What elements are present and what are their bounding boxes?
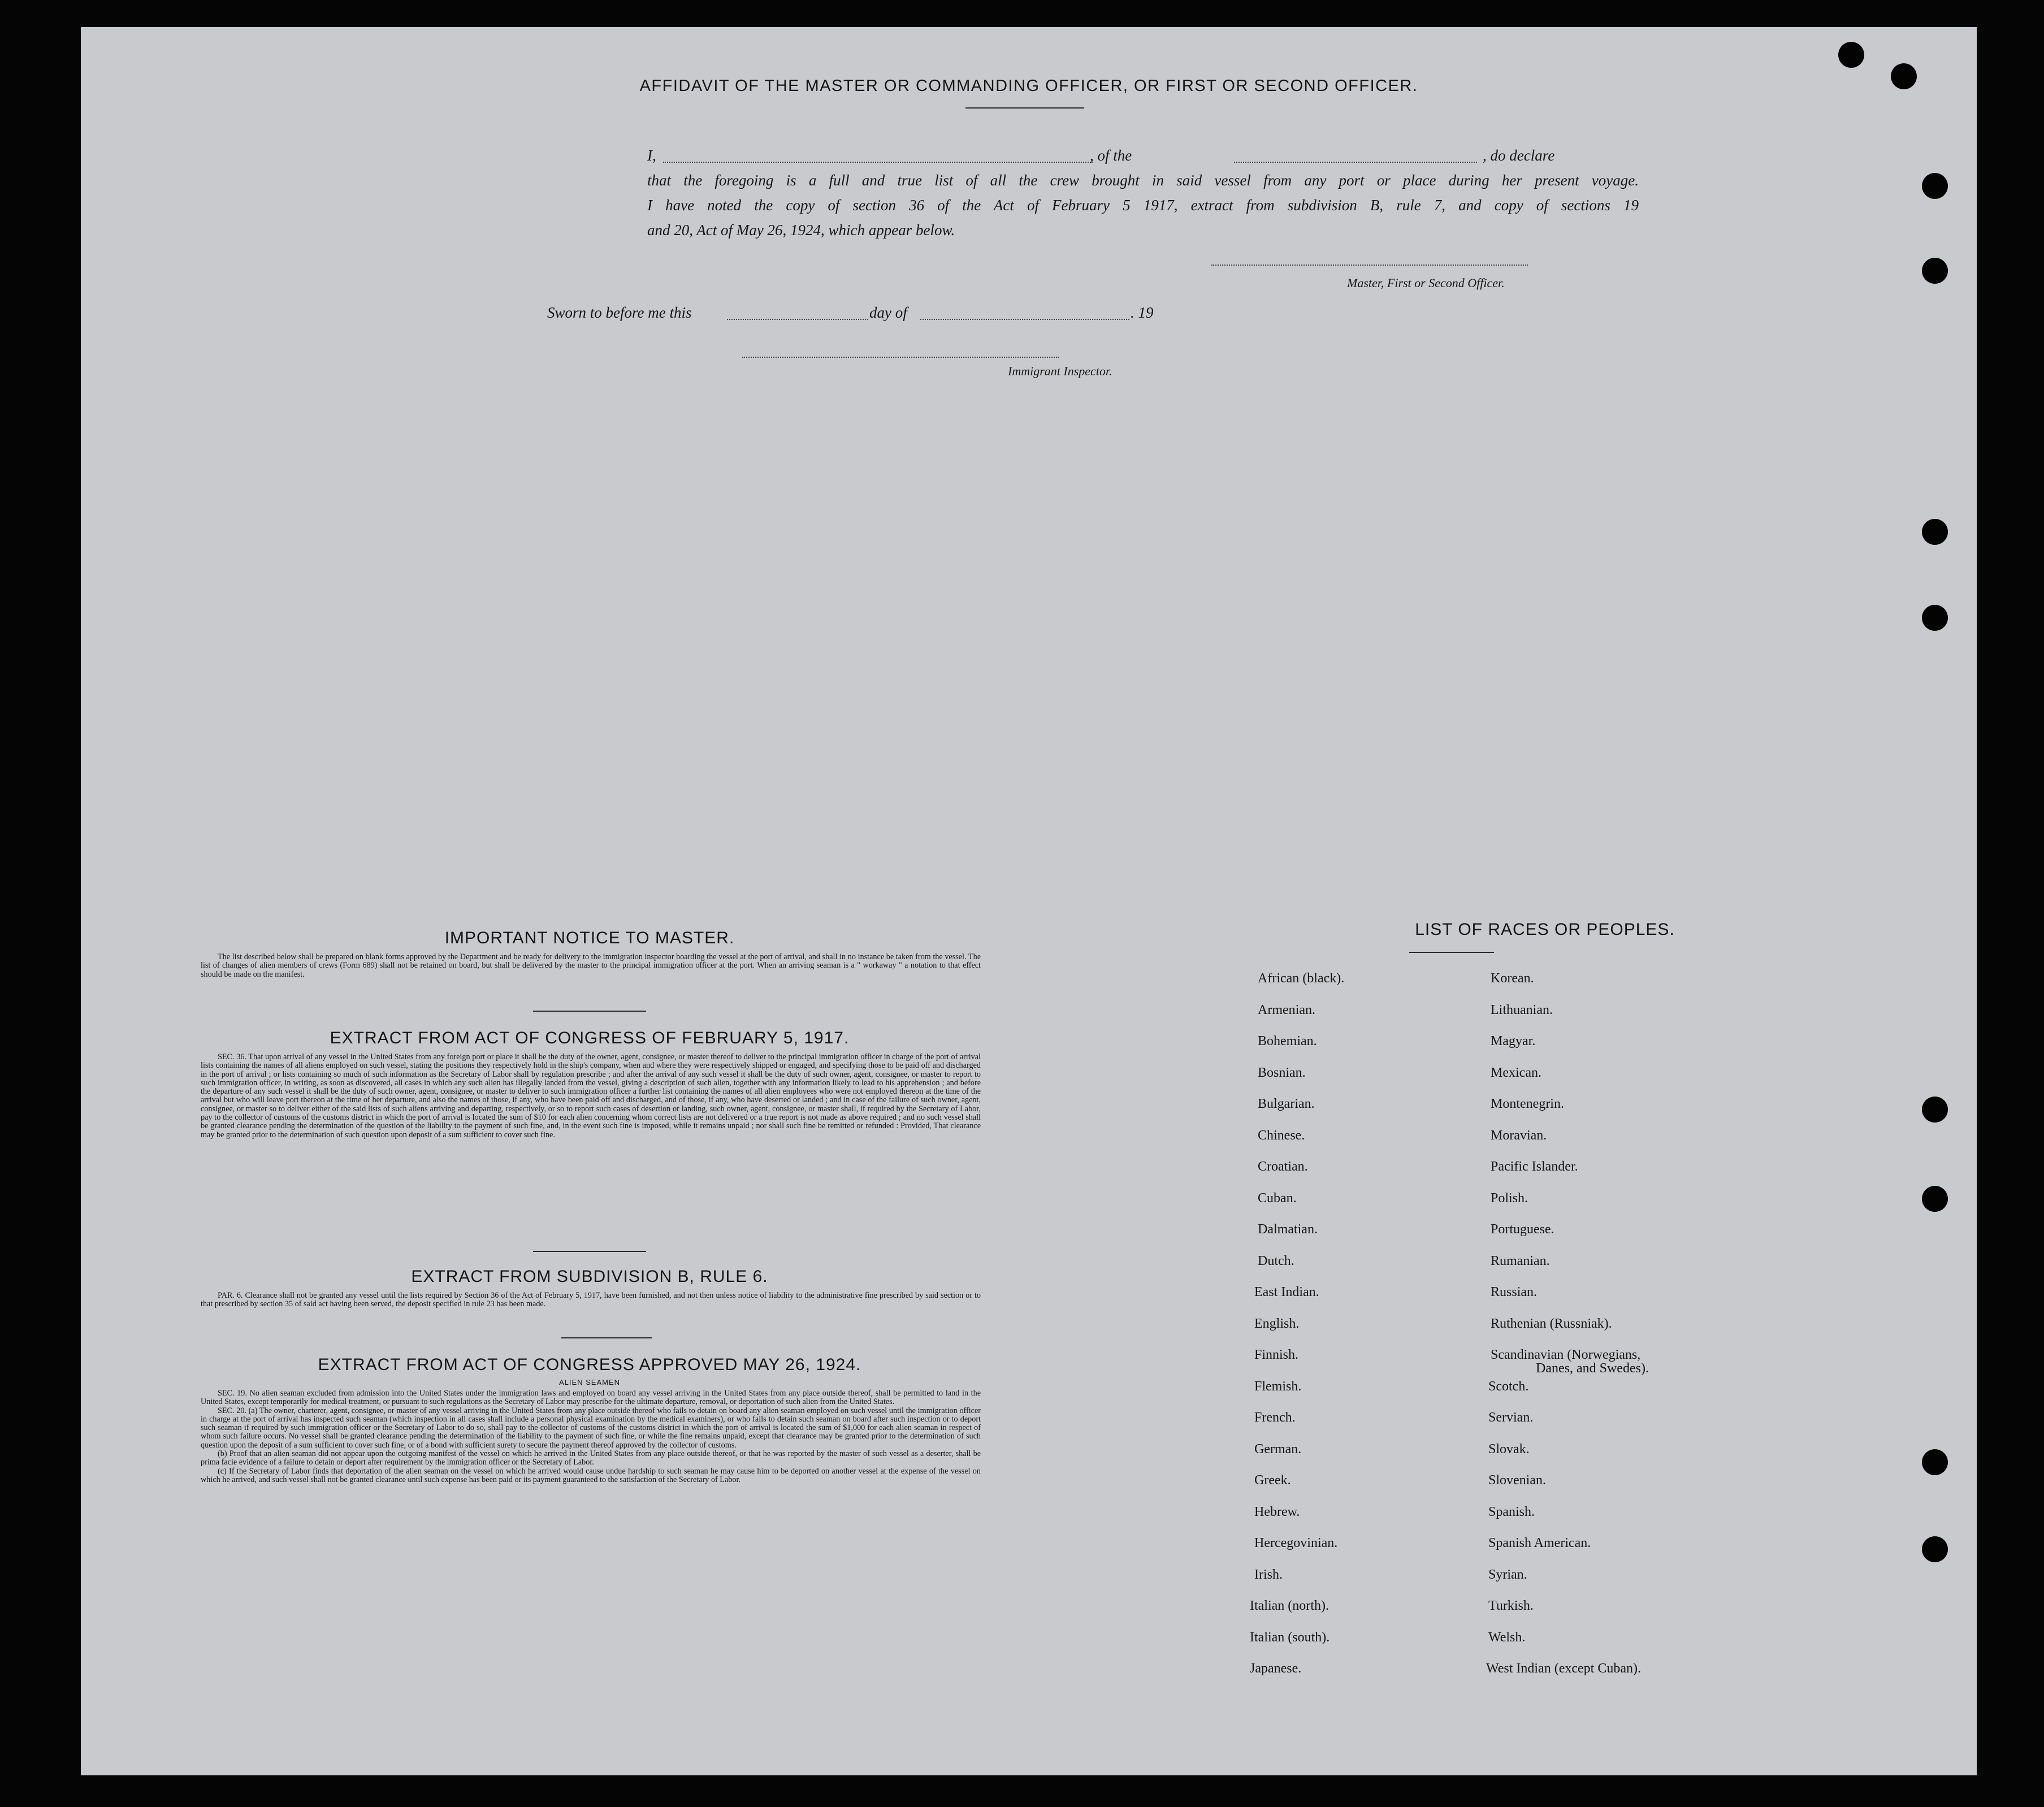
races-right-column [1471, 971, 1788, 1700]
race-item: Pacific Islander. [1491, 1159, 1578, 1174]
race-item: Russian. [1491, 1285, 1538, 1299]
notice-heading: IMPORTANT NOTICE TO MASTER. [444, 929, 735, 947]
race-item: Italian (north). [1250, 1598, 1329, 1613]
race-item: Slovak. [1488, 1441, 1530, 1457]
punch-hole [1922, 1186, 1948, 1212]
section-19-text: SEC. 19. No alien seaman excluded from admission into the United States under the immigration laws and employed on board any vessel arriving in the United States from any place outside thereof, shall be permitted to land in the United States, except temporarily for medical treatment, or pursuant to such regulations as the Secretary of Labor may prescribe for the ultimate departure, removal, or deportation of such alien from the United States. [201, 1389, 981, 1407]
race-item: Dalmatian. [1258, 1222, 1318, 1237]
race-item: Croatian. [1258, 1159, 1308, 1174]
signature-caption: Master, First or Second Officer. [1347, 276, 1505, 290]
vessel-blank[interactable] [1234, 148, 1477, 163]
race-item: East Indian. [1254, 1285, 1319, 1299]
race-item: Irish. [1254, 1567, 1283, 1582]
sworn-day-blank[interactable] [727, 305, 868, 320]
divider [1409, 952, 1494, 953]
race-item: Scotch. [1488, 1379, 1529, 1394]
race-item: French. [1254, 1410, 1296, 1425]
sworn-year-label: . 19 [1131, 304, 1154, 321]
race-item: Scandinavian (Norwegians, [1491, 1347, 1641, 1362]
divider [533, 1251, 646, 1252]
punch-hole [1922, 173, 1948, 199]
race-item: Polish. [1491, 1190, 1528, 1206]
punch-hole [1922, 605, 1948, 631]
extract-1917-body [201, 1053, 981, 1139]
extract-1924-heading: EXTRACT FROM ACT OF CONGRESS APPROVED MAY 26, 1924. [318, 1355, 861, 1374]
race-item: Montenegrin. [1491, 1097, 1564, 1111]
race-item: Bosnian. [1258, 1065, 1306, 1080]
race-item: Spanish. [1488, 1504, 1535, 1519]
divider [561, 1337, 652, 1338]
extract-rule6-heading: EXTRACT FROM SUBDIVISION B, RULE 6. [411, 1267, 768, 1286]
section-20a-text: SEC. 20. (a) The owner, charterer, agent, consignee, or master of any vessel arriving in the United States from any place outside thereof who fails to detain on board any alien seaman employed on such vessel until the immigration officer in charge at the port of arrival has inspected such seaman (which inspection in all cases shall include a personal physical examination by the medical examiners), or who fails to detain such seaman on board after such inspection or to deport such seaman if required by such immigration officer or the Secretary of Labor to do so, shall pay to the collector of customs of the customs district in which the port of arrival is located the sum of $1,000 for each alien seaman in respect of whom such failure occurs. No vessel shall be granted clearance pending the determination of the liability to the payment of such fine, or while the fine remains unpaid, except that clearance may be granted prior to the determination of such question upon the deposit of a sum sufficient to cover such fine, or of a bond with sufficient surety to secure the payment thereof approved by the collector of customs. [201, 1406, 981, 1450]
affidavit-line4: and 20, Act of May 26, 1924, which appear below. [647, 222, 955, 239]
race-item: Lithuanian. [1491, 1002, 1553, 1017]
race-item: Japanese. [1250, 1661, 1302, 1676]
sworn-month-blank[interactable] [920, 305, 1129, 320]
race-item: Moravian. [1491, 1128, 1547, 1143]
race-item: Ruthenian (Russniak). [1491, 1316, 1612, 1331]
race-item: Portuguese. [1491, 1222, 1554, 1237]
notice-paragraph: The list described below shall be prepared on blank forms approved by the Department and be ready for delivery to the immigration inspector boarding the vessel at the port of arrival, and shall in no instance be taken from the vessel. The list of changes of alien members of crews (Form 689) shall not be retained on board, but shall be delivered by the master to the principal immigration officer at the port. When an arriving seaman is a " workaway " a notation to that effect should be made on the manifest. [201, 952, 981, 979]
race-item: Rumanian. [1491, 1253, 1550, 1268]
races-heading: LIST OF RACES OR PEOPLES. [1415, 920, 1675, 939]
i-label: I, [647, 147, 656, 164]
signature-line[interactable] [1211, 253, 1528, 266]
race-item: Italian (south). [1250, 1630, 1330, 1645]
race-item-continuation: Danes, and Swedes). [1536, 1361, 1649, 1376]
race-item: German. [1254, 1441, 1302, 1457]
notice-body [201, 953, 981, 979]
race-item: Hercegovinian. [1254, 1536, 1338, 1550]
race-item: West Indian (except Cuban). [1486, 1661, 1641, 1676]
punch-hole [1838, 42, 1864, 68]
race-item: Flemish. [1254, 1379, 1302, 1394]
extract-1924-body [201, 1389, 981, 1484]
title-underline [965, 107, 1084, 109]
race-item: Magyar. [1491, 1034, 1536, 1048]
punch-hole [1922, 1449, 1948, 1475]
race-item: Hebrew. [1254, 1504, 1300, 1519]
race-item: Welsh. [1488, 1630, 1526, 1645]
affidavit-line2: that the foregoing is a full and true list of all the crew brought in said vessel from any port or place during her present voyage. [647, 172, 1639, 189]
inspector-signature-line[interactable] [742, 346, 1059, 358]
punch-hole [1922, 519, 1948, 545]
punch-hole [1922, 1536, 1948, 1562]
race-item: Turkish. [1488, 1598, 1534, 1613]
punch-hole [1891, 63, 1917, 89]
race-item: African (black). [1258, 971, 1345, 986]
affidavit-line3: I have noted the copy of section 36 of the Act of February 5 1917, extract from subdivision B, rule 7, and copy of sections 19 [647, 197, 1639, 214]
race-item: Finnish. [1254, 1347, 1299, 1362]
do-declare-label: , do declare [1483, 147, 1555, 164]
race-item: Dutch. [1258, 1253, 1294, 1268]
alien-seamen-subheading: ALIEN SEAMEN [558, 1378, 621, 1386]
section-36-text: SEC. 36. That upon arrival of any vessel in the United States from any foreign port or place it shall be the duty of the owner, agent, consignee, or master thereof to deliver to the principal immigration officer in charge of the port of arrival lists containing the names of all aliens employed on such vessel, stating the positions they respectively hold in the ship's company, when and where they were respectively shipped or engaged, and specifying those to be paid off and discharged in the port of arrival ; or lists containing so much of such information as the Secretary of Labor shall by regulation prescribe ; and after the arrival of any such vessel it shall be the duty of such owner, agent, consignee, or master to report to such immigration officer, in writing, as soon as discovered, all cases in which any such alien has illegally landed from the vessel, giving a description of such alien, together with any information likely to lead to his apprehension ; and before the departure of any such vessel it shall be the duty of such owner, agent, consignee, or master to deliver to such immigration officer a further list containing the names of all alien employees who were not employed thereon at the time of the arrival but who will leave port thereon at the time of her departure, and also the names of those, if any, who have been paid off and discharged, and of those, if any, who have deserted or landed ; and in case of the failure of such owner, agent, consignee, or master so to deliver either of the said lists of such aliens arriving and departing, respectively, or so to report such cases of desertion or landing, such owner, agent, consignee, or master shall, if required by the Secretary of Labor, pay to the collector of customs of the customs district in which the port of arrival is located the sum of $10 for each alien concerning whom correct lists are not delivered or a true report is not made as above required ; and no such vessel shall be granted clearance pending the determination of the question of the liability to the payment of such fine, and, in the event such fine is imposed, while it remains unpaid ; nor shall such fine be remitted or refunded : Provided, That clearance may be granted prior to the determination of such question upon deposit of a sum sufficient to cover such fine. [201, 1052, 981, 1139]
race-item: Korean. [1491, 971, 1534, 986]
race-item: Syrian. [1488, 1567, 1527, 1582]
extract-1917-heading: EXTRACT FROM ACT OF CONGRESS OF FEBRUARY 5, 1917. [330, 1029, 850, 1047]
name-blank[interactable] [663, 148, 1093, 163]
paragraph-6-text: PAR. 6. Clearance shall not be granted any vessel until the lists required by Section 36 of the Act of February 5, 1917, have been furnished, and not then unless notice of liability to the administrative fine prescribed by said section or to that prescribed by section 35 of said act having been served, the deposit specified in rule 23 has been made. [201, 1291, 981, 1309]
race-item: Mexican. [1491, 1065, 1541, 1080]
inspector-caption: Immigrant Inspector. [1008, 364, 1112, 378]
race-item: Chinese. [1258, 1128, 1305, 1143]
race-item: Armenian. [1258, 1002, 1315, 1017]
race-item: Bohemian. [1258, 1034, 1317, 1048]
punch-hole [1922, 258, 1948, 284]
punch-hole [1922, 1097, 1948, 1123]
sworn-prefix: Sworn to before me this [547, 304, 692, 321]
of-the-label: , of the [1090, 147, 1132, 164]
races-left-column [1245, 971, 1460, 1700]
race-item: Spanish American. [1488, 1536, 1591, 1550]
document-page [81, 27, 1977, 1775]
race-item: Slovenian. [1488, 1473, 1546, 1488]
extract-rule6-body [201, 1292, 981, 1309]
race-item: Servian. [1488, 1410, 1534, 1425]
affidavit-line1 [567, 147, 1641, 170]
divider [533, 1011, 646, 1012]
race-item: Bulgarian. [1258, 1097, 1315, 1111]
race-item: Cuban. [1258, 1190, 1297, 1206]
section-20c-text: (c) If the Secretary of Labor finds that deportation of the alien seaman on the vessel on which he arrived would cause undue hardship to such seaman he may cause him to be deported on another vessel at the expense of the vessel on which he arrived, and such vessel shall not be granted clearance until such expense has been paid or its payment guaranteed to the satisfaction of the Secretary of Labor. [201, 1466, 981, 1484]
section-20b-text: (b) Proof that an alien seaman did not appear upon the outgoing manifest of the vessel on which he arrived in the United States from any place outside thereof, or that he was reported by the master of such vessel as a deserter, shall be prima facie evidence of a failure to detain or deport after requirement by the immigration officer or the Secretary of Labor. [201, 1449, 981, 1467]
affidavit-title: AFFIDAVIT OF THE MASTER OR COMMANDING OFFICER, OR FIRST OR SECOND OFFICER. [639, 77, 1418, 95]
race-item: Greek. [1254, 1473, 1291, 1488]
sworn-day-label: day of [869, 304, 907, 321]
sworn-line [547, 304, 1225, 327]
race-item: English. [1254, 1316, 1300, 1331]
